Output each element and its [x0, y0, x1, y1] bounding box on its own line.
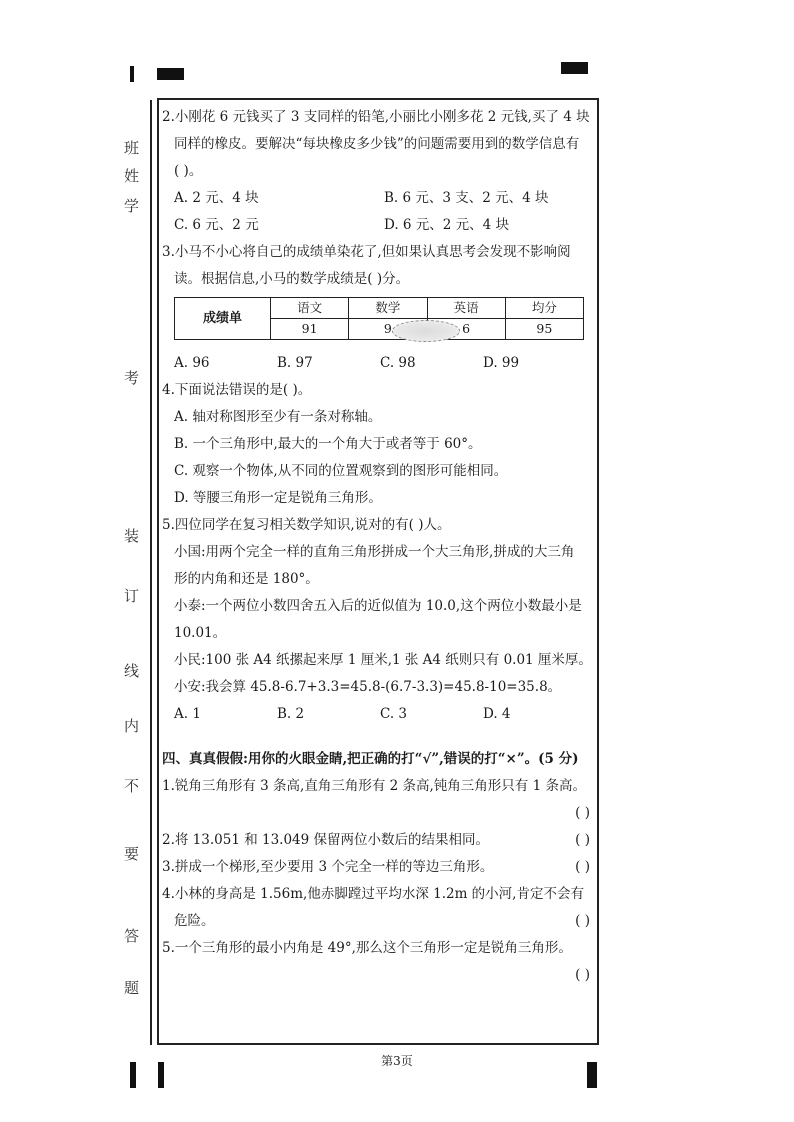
- binding-char: 学: [124, 197, 140, 215]
- score-table: [174, 297, 584, 340]
- option-d: D. 6 元、2 元、4 块: [384, 217, 510, 233]
- section-title: 四、真真假假:用你的火眼金睛,把正确的打“√”,错误的打“×”。(5 分): [162, 751, 579, 767]
- option-d: D. 4: [483, 706, 511, 722]
- score-table-header: 成绩单: [175, 298, 271, 340]
- column-average: 均分: [505, 298, 583, 319]
- option-a: A. 96: [174, 355, 210, 371]
- value-math: [349, 319, 427, 340]
- answer-paren: ( ): [575, 967, 590, 983]
- binding-char: 班: [124, 139, 140, 157]
- binding-char: 答: [124, 927, 140, 945]
- value-chinese: 91: [271, 319, 349, 340]
- value-average: 95: [505, 319, 583, 340]
- column-english: 英语: [427, 298, 505, 319]
- corner-mark-top-right-block: [561, 62, 588, 74]
- binding-char: 考: [124, 369, 140, 387]
- question-text: 2.小刚花 6 元钱买了 3 支同样的铅笔,小丽比小刚多花 2 元钱,买了 4 块: [162, 109, 590, 125]
- binding-char: 订: [124, 587, 140, 605]
- option-a: A. 2 元、4 块: [174, 190, 259, 206]
- answer-blank: ( )。: [174, 163, 203, 179]
- corner-mark-top-left-block: [157, 68, 184, 80]
- section-4: [162, 746, 594, 989]
- judge-item-2: 2.将 13.051 和 13.049 保留两位小数后的结果相同。: [162, 832, 490, 848]
- ink-stain: [392, 320, 460, 342]
- question-text: 4.下面说法错误的是( )。: [162, 382, 312, 398]
- option-c: C. 6 元、2 元: [174, 217, 259, 233]
- judge-item-1: 1.锐角三角形有 3 条高,直角三角形有 2 条高,钝角三角形只有 1 条高。: [162, 778, 586, 794]
- options-row: [162, 350, 594, 377]
- answer-paren: ( ): [575, 805, 590, 821]
- option-b: B. 6 元、3 支、2 元、4 块: [384, 190, 549, 206]
- value-english: 6: [427, 319, 505, 340]
- question-5: [162, 512, 594, 728]
- option-b: B. 2: [277, 706, 305, 722]
- binding-line: [150, 100, 152, 1045]
- option-a: A. 轴对称图形至少有一条对称轴。: [174, 409, 382, 425]
- binding-char: 题: [124, 979, 140, 997]
- question-text: 同样的橡皮。要解决“每块橡皮多少钱”的问题需要用到的数学信息有: [174, 136, 580, 152]
- binding-char: 不: [124, 777, 140, 795]
- question-3: [162, 239, 594, 377]
- corner-mark-top-left-bar: [130, 66, 134, 82]
- statement-line: 形的内角和还是 180°。: [174, 571, 319, 587]
- answer-paren: ( ): [575, 832, 590, 848]
- question-text: 5.四位同学在复习相关数学知识,说对的有( )人。: [162, 517, 451, 533]
- binding-char: 内: [124, 717, 140, 735]
- options-row: [162, 212, 594, 239]
- answer-paren: ( ): [575, 859, 590, 875]
- judge-item-4-cont: 危险。: [174, 913, 215, 929]
- option-c: C. 3: [380, 706, 408, 722]
- answer-paren: ( ): [575, 913, 590, 929]
- binding-char: 线: [124, 662, 140, 680]
- binding-char: 要: [124, 845, 140, 863]
- statement-line: 小泰:一个两位小数四舍五入后的近似值为 10.0,这个两位小数最小是: [174, 598, 582, 614]
- option-b: B. 97: [277, 355, 313, 371]
- statement-line: 小民:100 张 A4 纸摞起来厚 1 厘米,1 张 A4 纸则只有 0.01 厘米厚。: [174, 652, 592, 668]
- statement-line: 10.01。: [174, 625, 227, 641]
- binding-char: 姓: [124, 167, 140, 185]
- column-math: 数学: [349, 298, 427, 319]
- question-2: [162, 104, 594, 239]
- judge-item-5: 5.一个三角形的最小内角是 49°,那么这个三角形一定是锐角三角形。: [162, 940, 572, 956]
- value-math-digit: 9: [383, 321, 392, 336]
- question-text: 读。根据信息,小马的数学成绩是( )分。: [174, 271, 410, 287]
- judge-item-3: 3.拼成一个梯形,至少要用 3 个完全一样的等边三角形。: [162, 859, 494, 875]
- options-row: [162, 701, 594, 728]
- option-c: C. 98: [380, 355, 416, 371]
- binding-strip: [0, 95, 138, 1045]
- option-d: D. 99: [483, 355, 520, 371]
- statement-line: 小安:我会算 45.8-6.7+3.3=45.8-(6.7-3.3)=45.8-10=35.8。: [174, 679, 562, 695]
- binding-char: 装: [124, 527, 140, 545]
- exam-content: [162, 104, 594, 989]
- question-4: [162, 377, 594, 512]
- column-chinese: 语文: [271, 298, 349, 319]
- option-b: B. 一个三角形中,最大的一个角大于或者等于 60°。: [174, 436, 482, 452]
- statement-line: 小国:用两个完全一样的直角三角形拼成一个大三角形,拼成的大三角: [174, 544, 575, 560]
- question-text: 3.小马不小心将自己的成绩单染花了,但如果认真思考会发现不影响阅: [162, 244, 571, 260]
- option-a: A. 1: [174, 706, 201, 722]
- options-row: [162, 185, 594, 212]
- page-number: 第3页: [381, 1054, 413, 1068]
- option-d: D. 等腰三角形一定是锐角三角形。: [174, 490, 382, 506]
- option-c: C. 观察一个物体,从不同的位置观察到的图形可能相同。: [174, 463, 508, 479]
- judge-item-4: 4.小林的身高是 1.56m,他赤脚蹚过平均水深 1.2m 的小河,肯定不会有: [162, 886, 584, 902]
